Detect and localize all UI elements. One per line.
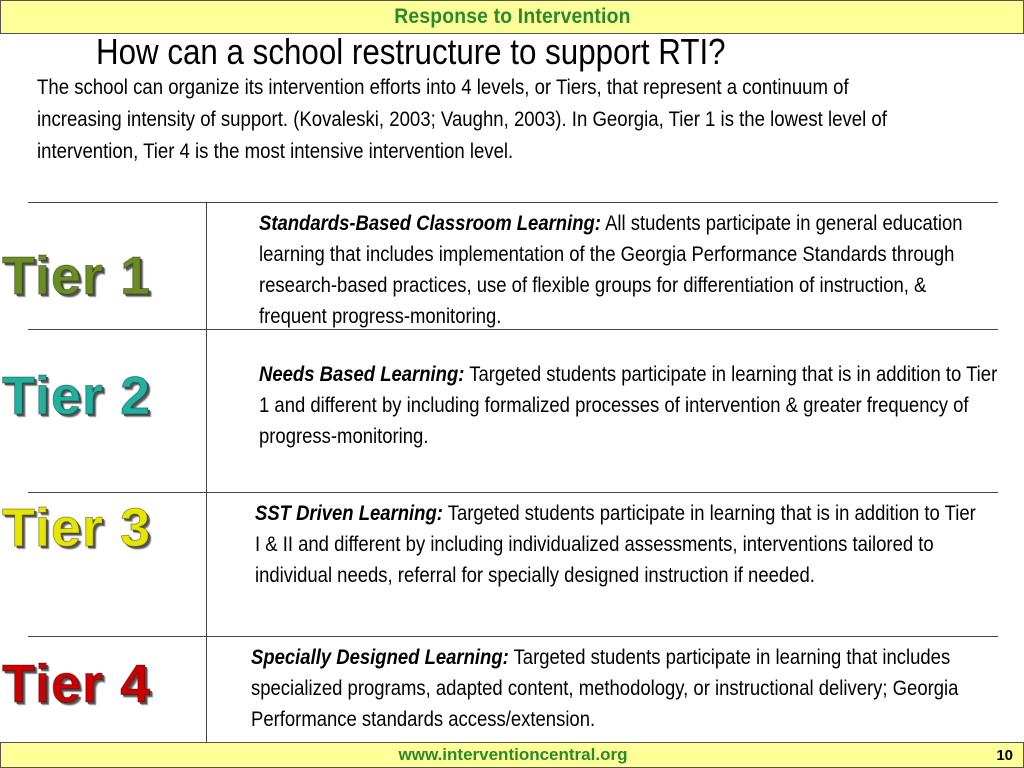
tier-1-text: All students participate in general education learning that includes implementation of the Georgia Performance Standards through research-based practices, use of flexible groups for differentiation of instruction, & frequent progress-monitoring. (259, 212, 963, 328)
tier-2-lead: Needs Based Learning: (259, 363, 465, 386)
tier-3-description (255, 498, 985, 591)
tier-4-description (251, 642, 995, 735)
footer-banner (0, 742, 1024, 768)
tier-1-description (259, 208, 989, 332)
tier-2-label: Tier 2 (2, 366, 152, 426)
tier-3-label: Tier 3 (2, 498, 152, 558)
tier-1-lead: Standards-Based Classroom Learning: (259, 212, 601, 235)
tier-3-lead: SST Driven Learning: (255, 502, 443, 525)
banner-title: Response to Intervention (393, 5, 631, 28)
slide-title: How can a school restructure to support RTI? (96, 31, 726, 72)
tier-4-lead: Specially Designed Learning: (251, 646, 509, 669)
table-rule-tier4 (28, 636, 998, 637)
tier-2-text: Targeted students participate in learning that is in addition to Tier 1 and different by including formalized processes of intervention & greater frequency of progress-monitoring. (259, 363, 998, 448)
table-rule-tier3 (28, 492, 998, 493)
footer-url-link[interactable]: www.interventioncentral.org (398, 745, 628, 764)
tier-3-text: Targeted students participate in learning that is in addition to Tier I & II and different by including individualized assessments, interventions tailored to individual needs, referral for specially designed instruction if needed. (255, 502, 976, 587)
page-number: 10 (996, 747, 1013, 764)
intro-paragraph: The school can organize its intervention efforts into 4 levels, or Tiers, that represent a continuum of increasing intensity of support. (Kovaleski, 2003; Vaughn, 2003). In Georgia, Tier 1 is the lowest level of intervention, Tier 4 is the most intensive intervention level. (37, 76, 887, 163)
tier-2-description (259, 359, 1003, 452)
tier-4-label: Tier 4 (2, 654, 152, 714)
table-column-divider (206, 202, 207, 742)
header-banner (0, 0, 1024, 34)
table-top-rule (28, 202, 998, 203)
tier-4-text: Targeted students participate in learning that includes specialized programs, adapted content, methodology, or instructional delivery; Georgia Performance standards access/extension. (251, 646, 959, 731)
tier-1-label: Tier 1 (2, 246, 152, 306)
